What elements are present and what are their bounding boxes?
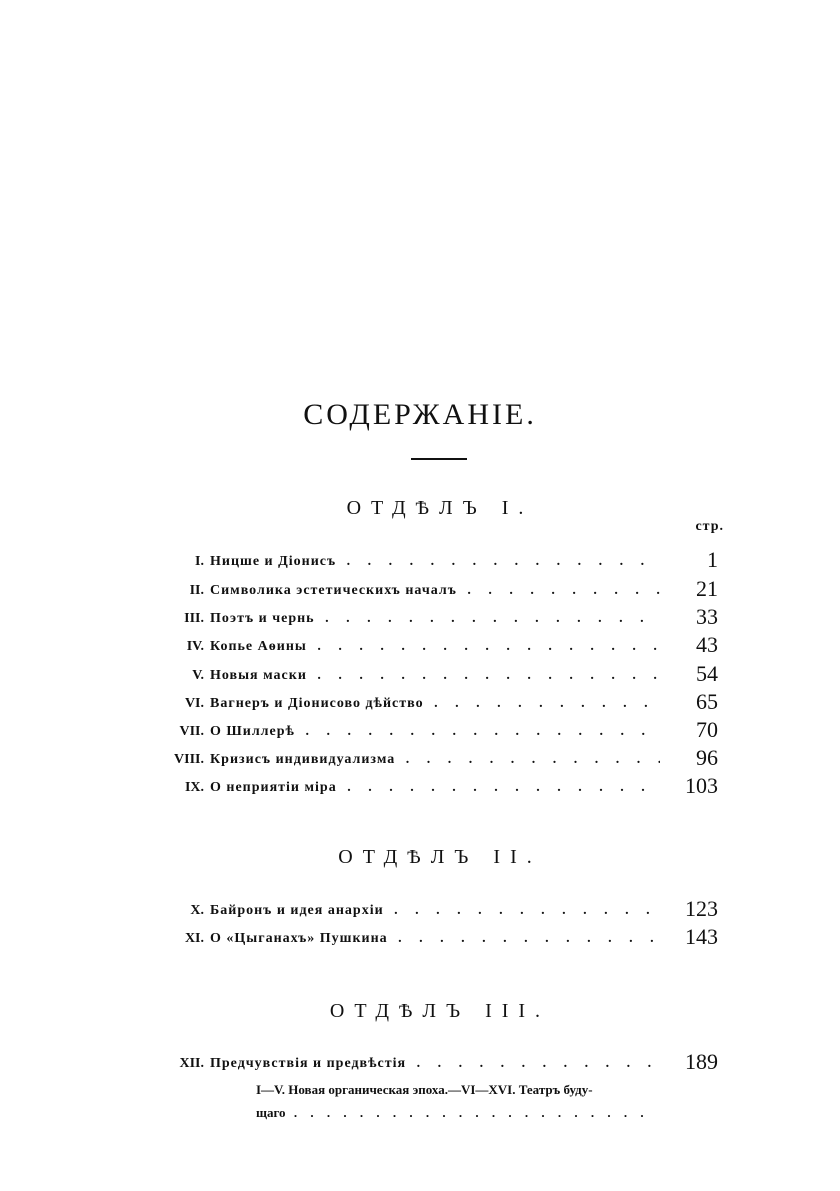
entry-number: IX.: [184, 780, 204, 795]
entry-page: 1: [707, 547, 718, 572]
toc-entry: [130, 745, 726, 775]
entry-page: 70: [696, 717, 718, 742]
entry-title: Поэтъ и чернь . . .: [210, 611, 660, 627]
title-divider: [411, 458, 467, 460]
toc-entry: [130, 773, 726, 803]
toc-entry: [130, 576, 726, 606]
entry-page: 54: [696, 661, 718, 686]
entry-number: VIII.: [174, 752, 204, 767]
toc-entry: [130, 924, 726, 954]
entry-number: IV.: [186, 639, 204, 654]
subentry-line: щаго . . .: [256, 1105, 656, 1121]
entry-number: XII.: [179, 1056, 204, 1071]
entry-number: V.: [192, 668, 204, 683]
toc-entry: [130, 689, 726, 719]
entry-title: О неприятiи мiра . . .: [210, 780, 660, 796]
entry-page: 103: [685, 773, 718, 798]
entry-title: Предчувствiя и предвѣстiя . . .: [210, 1056, 660, 1072]
entry-title: Символика эстетическихъ началъ . . .: [210, 583, 660, 599]
entry-number: XI.: [184, 931, 204, 946]
entry-title: Копье Аѳины . . .: [210, 639, 660, 655]
entry-number: I.: [195, 554, 204, 569]
entry-page: 21: [696, 576, 718, 601]
entry-number: VI.: [184, 696, 204, 711]
entry-number: II.: [189, 583, 204, 598]
entry-title: Ницше и Дiонисъ . . .: [210, 554, 660, 570]
entry-page: 123: [685, 896, 718, 921]
entry-page: 65: [696, 689, 718, 714]
entry-number: III.: [184, 611, 204, 626]
toc-entry: [130, 547, 726, 577]
entry-page: 143: [685, 924, 718, 949]
toc-entry: [130, 1049, 726, 1079]
section-heading-2: ОТДѢЛЪ II.: [338, 846, 542, 868]
entry-title: О «Цыганахъ» Пушкина . . .: [210, 931, 660, 947]
toc-entry: [130, 604, 726, 634]
subentry-line: I—V. Новая органическая эпоха.—VI—XVI. Театръ буду-: [256, 1082, 593, 1097]
entry-page: 43: [696, 632, 718, 657]
entry-page: 189: [685, 1049, 718, 1074]
page-title: СОДЕРЖАНIЕ.: [303, 398, 537, 431]
page-column-label: стр.: [695, 519, 724, 534]
entry-page: 96: [696, 745, 718, 770]
toc-entry: [130, 632, 726, 662]
entry-title: Кризисъ индивидуализма . . .: [210, 752, 660, 768]
entry-number: X.: [190, 903, 204, 918]
toc-entry: [130, 661, 726, 691]
toc-entry: [130, 717, 726, 747]
entry-title: Байронъ и идея анархiи . . .: [210, 903, 660, 919]
section-heading-3: ОТДѢЛЪ III.: [329, 1000, 551, 1022]
entry-title: Вагнеръ и Дiонисово дѣйство . . .: [210, 696, 660, 712]
entry-page: 33: [696, 604, 718, 629]
toc-entry: [130, 896, 726, 926]
section-heading-1: ОТДѢЛЪ I.: [346, 497, 534, 519]
entry-title: О Шиллерѣ . . .: [210, 724, 660, 740]
entry-number: VII.: [179, 724, 204, 739]
entry-title: Новыя маски . . .: [210, 668, 660, 684]
